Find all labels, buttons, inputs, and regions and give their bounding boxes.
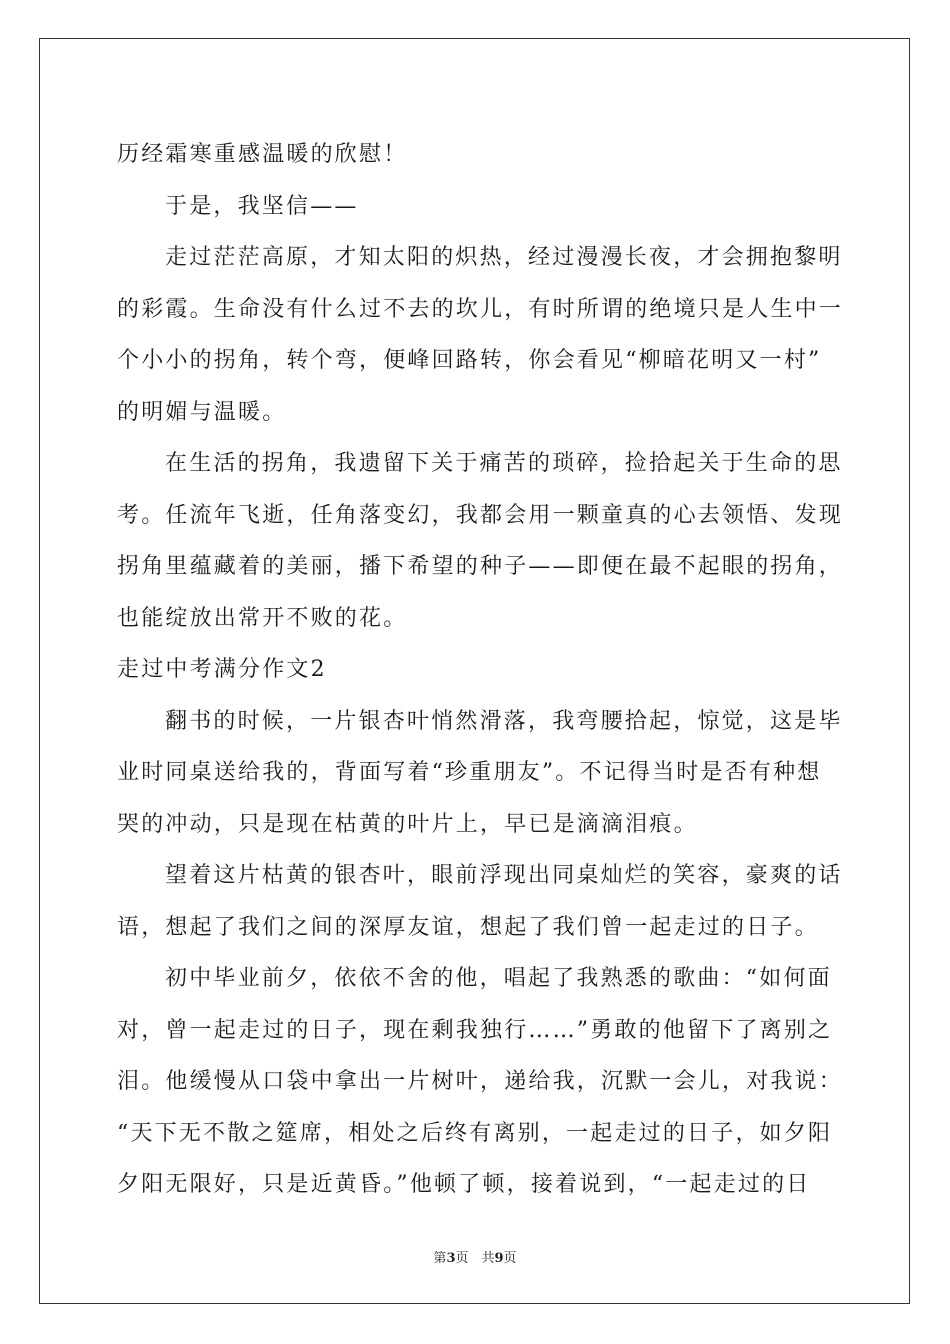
paragraph-line: 业时同桌送给我的，背面写着“珍重朋友”。不记得当时是否有种想 — [117, 760, 822, 785]
paragraph-first-line: 翻书的时候，一片银杏叶悄然滑落，我弯腰拾起，惊觉，这是毕 — [165, 708, 843, 734]
paragraph-line: 语，想起了我们之间的深厚友谊，想起了我们曾一起走过的日子。 — [117, 914, 819, 940]
paragraph-line: “天下无不散之筵席，相处之后终有离别，一起走过的日子，如夕阳 — [117, 1120, 833, 1146]
current-page-number: 3 — [446, 1251, 456, 1266]
paragraph-line: 哭的冲动，只是现在枯黄的叶片上，早已是滴滴泪痕。 — [117, 811, 698, 837]
paragraph-line: 的彩霞。生命没有什么过不去的坎儿，有时所谓的绝境只是人生中一 — [117, 296, 844, 322]
paragraph-first-line: 在生活的拐角，我遗留下关于痛苦的琐碎，捡拾起关于生命的思 — [165, 451, 843, 476]
paragraph-first-line: 走过中考满分作文2 — [117, 657, 327, 682]
paragraph-line: 个小小的拐角，转个弯，便峰回路转，你会看见“柳暗花明又一村” — [117, 348, 822, 373]
footer-middle: 页 共 — [455, 1251, 495, 1266]
page-footer — [0, 1247, 950, 1266]
footer-prefix: 第 — [433, 1251, 447, 1266]
paragraph-line: 夕阳无限好，只是近黄昏。”他顿了顿，接着说到，“一起走过的日 — [117, 1172, 811, 1197]
paragraph-first-line: 走过茫茫高原，才知太阳的炽热，经过漫漫长夜，才会拥抱黎明 — [165, 245, 843, 270]
paragraph-line: 拐角里蕴藏着的美丽，播下希望的种子——即便在最不起眼的拐角， — [117, 554, 844, 579]
paragraph-line: 对，曾一起走过的日子，现在剩我独行……”勇敢的他留下了离别之 — [117, 1017, 833, 1043]
paragraph-first-line: 历经霜寒重感温暖的欣慰！ — [117, 142, 408, 167]
paragraph-first-line: 望着这片枯黄的银杏叶，眼前浮现出同桌灿烂的笑容，豪爽的话 — [165, 863, 843, 888]
paragraph-first-line: 于是，我坚信—— — [165, 193, 359, 219]
paragraph-line: 的明媚与温暖。 — [117, 399, 287, 425]
total-page-number: 9 — [494, 1251, 504, 1266]
paragraph-line: 考。任流年飞逝，任角落变幻，我都会用一颗童真的心去领悟、发现 — [117, 502, 844, 528]
footer-suffix: 页 — [503, 1251, 517, 1266]
paragraph-line: 也能绽放出常开不败的花。 — [117, 605, 408, 631]
paragraph-line: 泪。他缓慢从口袋中拿出一片树叶，递给我，沉默一会儿，对我说： — [117, 1069, 844, 1094]
paragraph-first-line: 初中毕业前夕，依依不舍的他，唱起了我熟悉的歌曲：“如何面 — [165, 966, 832, 991]
document-body — [117, 129, 844, 1211]
